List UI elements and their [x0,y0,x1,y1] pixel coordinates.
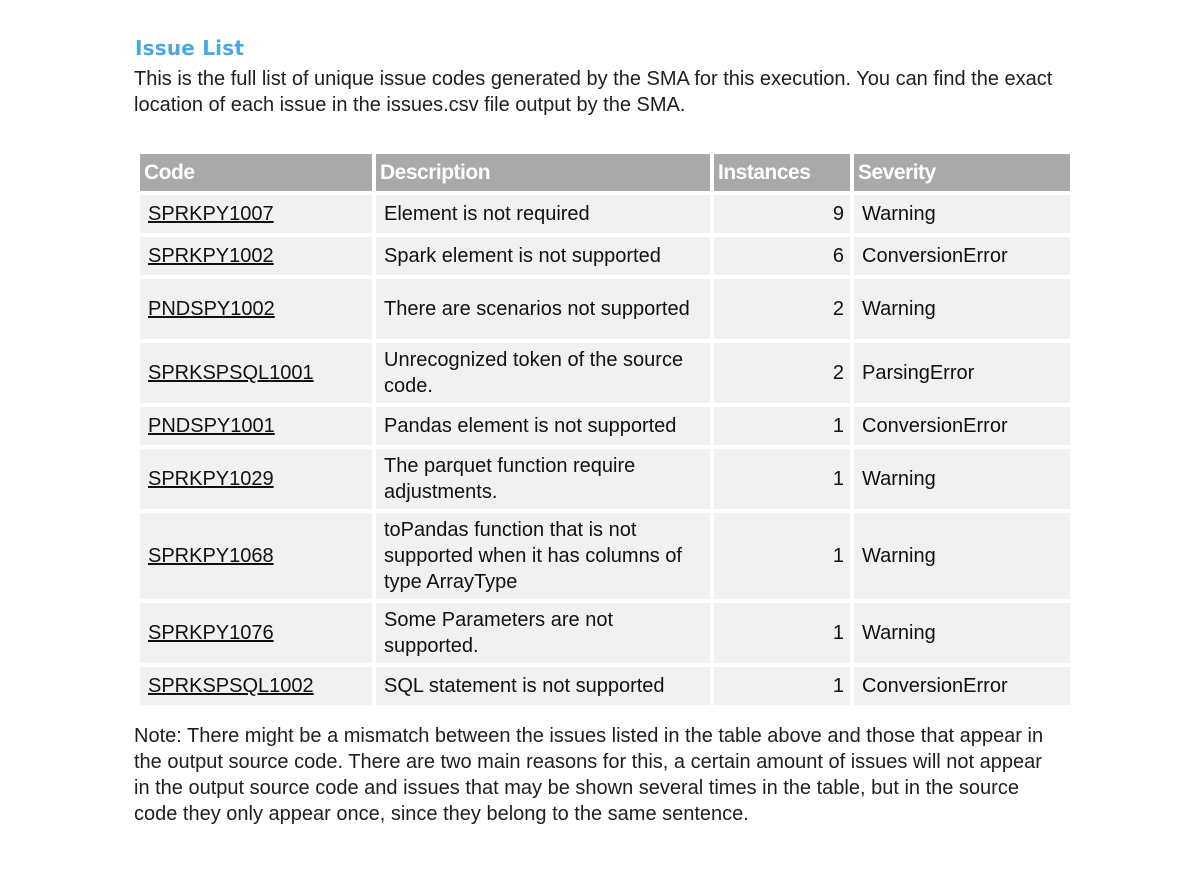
table-row [140,667,1070,705]
issue-code-link[interactable]: PNDSPY1002 [140,279,372,339]
table-row [140,279,1070,339]
issue-severity: ConversionError [854,407,1070,445]
issue-instances: 1 [714,667,850,705]
issue-instances: 9 [714,195,850,233]
issue-severity: Warning [854,195,1070,233]
issue-description: Unrecognized token of the source code. [376,343,710,403]
issue-severity: ConversionError [854,237,1070,275]
issue-severity: Warning [854,279,1070,339]
table-row [140,343,1070,403]
table-row [140,449,1070,509]
issue-description: Pandas element is not supported [376,407,710,445]
issue-code-link[interactable]: SPRKSPSQL1002 [140,667,372,705]
issue-description: Element is not required [376,195,710,233]
issue-description: The parquet function require adjustments. [376,449,710,509]
header-instances: Instances [714,154,850,191]
table-row [140,407,1070,445]
issue-instances: 6 [714,237,850,275]
issue-description: toPandas function that is not supported when it has columns of type ArrayType [376,513,710,599]
table-header-row [140,154,1070,191]
issue-severity: Warning [854,513,1070,599]
issue-description: There are scenarios not supported [376,279,710,339]
issue-instances: 1 [714,603,850,663]
issue-severity: ParsingError [854,343,1070,403]
issue-code-link[interactable]: SPRKPY1002 [140,237,372,275]
issue-code-link[interactable]: SPRKPY1076 [140,603,372,663]
issue-code-link[interactable]: SPRKPY1029 [140,449,372,509]
header-severity: Severity [854,154,1070,191]
issue-code-link[interactable]: SPRKPY1068 [140,513,372,599]
issue-description: Spark element is not supported [376,237,710,275]
issue-code-link[interactable]: PNDSPY1001 [140,407,372,445]
issue-code-link[interactable]: SPRKPY1007 [140,195,372,233]
issue-instances: 1 [714,449,850,509]
header-description: Description [376,154,710,191]
issue-instances: 1 [714,407,850,445]
issue-description: SQL statement is not supported [376,667,710,705]
table-row [140,195,1070,233]
issues-table [136,150,1074,709]
issue-severity: Warning [854,449,1070,509]
table-row [140,513,1070,599]
issue-instances: 2 [714,343,850,403]
table-row [140,603,1070,663]
issue-instances: 2 [714,279,850,339]
table-row [140,237,1070,275]
issue-severity: ConversionError [854,667,1070,705]
issue-instances: 1 [714,513,850,599]
issue-description: Some Parameters are not supported. [376,603,710,663]
issue-severity: Warning [854,603,1070,663]
section-title: Issue List [135,36,245,60]
header-code: Code [140,154,372,191]
note-paragraph: Note: There might be a mismatch between the issues listed in the table above and those that appear in the output source code. There are two main reasons for this, a certain amount of issues will not appear in the output source code and issues that may be shown several times in the table, but in the source code they only appear once, since they belong to the same sentence. [134,725,1044,825]
intro-paragraph: This is the full list of unique issue codes generated by the SMA for this execution. You can find the exact location of each issue in the issues.csv file output by the SMA. [134,68,1053,116]
issue-code-link[interactable]: SPRKSPSQL1001 [140,343,372,403]
